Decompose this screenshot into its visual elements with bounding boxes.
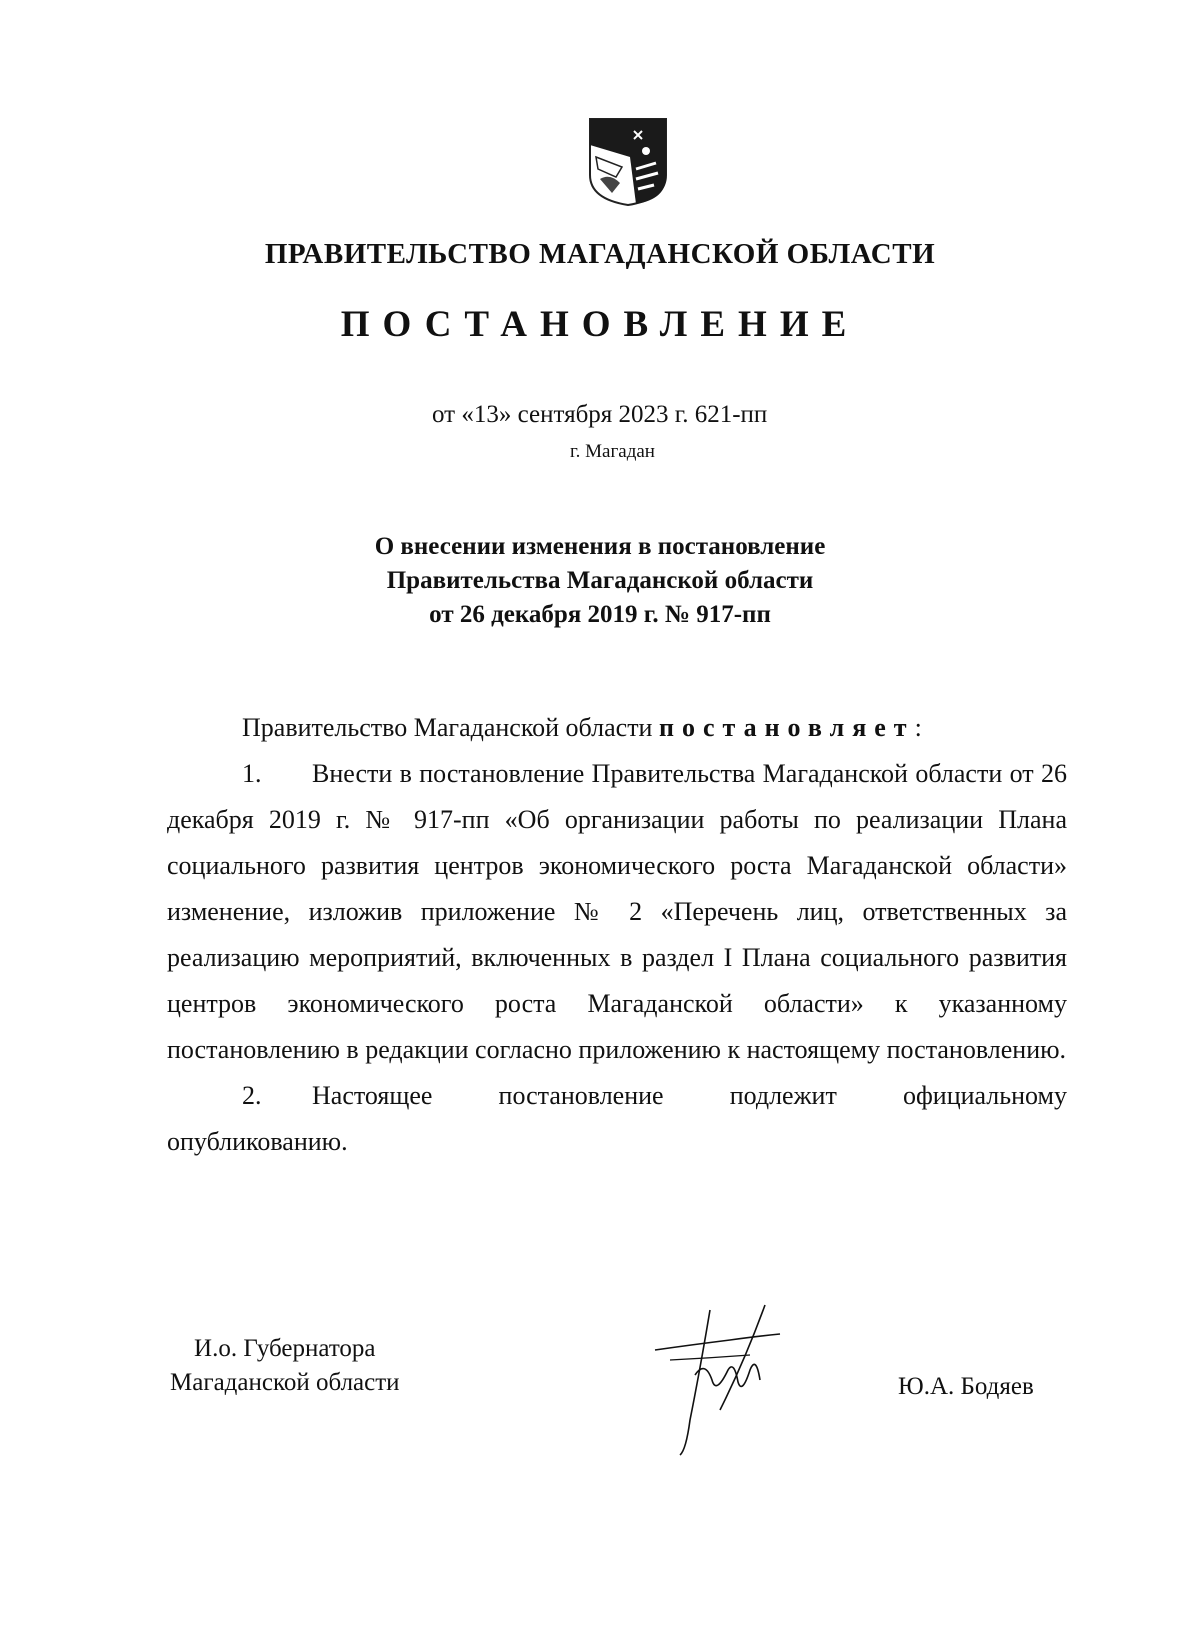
document-subject xyxy=(0,530,1200,632)
handwritten-signature-icon xyxy=(650,1300,820,1460)
item-text: Внести в постановление Правительства Магаданской области от 26 декабря 2019 г. № 917-пп «Об организации работы по реализации Плана социального развития центров экономического роста Магаданской области» изменение, изложив приложение № 2 «Перечень лиц, ответственных за реализацию мероприятий, включенных в раздел I Плана социального развития центров экономического роста Магаданской области» к указанному постановлению в редакции согласно приложению к настоящему постановлению. xyxy=(167,759,1067,1064)
coat-of-arms-icon xyxy=(586,117,670,207)
city: г. Магадан xyxy=(570,441,655,462)
document-type: ПОСТАНОВЛЕНИЕ xyxy=(340,304,860,345)
position-line: Магаданской области xyxy=(170,1369,400,1396)
intro-keyword: постановляет xyxy=(658,713,915,742)
date-and-number: от «13» сентября 2023 г. 621-пп xyxy=(432,401,768,428)
document-body xyxy=(167,705,1067,1165)
signatory-position xyxy=(170,1332,400,1400)
resolution-item xyxy=(167,1073,1067,1165)
item-text: Настоящее постановление подлежит официальному опубликованию. xyxy=(167,1081,1067,1156)
signatory-name: Ю.А. Бодяев xyxy=(898,1373,1034,1400)
position-line: И.о. Губернатора xyxy=(194,1335,376,1362)
item-number: 1. xyxy=(242,759,262,788)
subject-line: Правительства Магаданской области xyxy=(386,567,814,594)
subject-line: от 26 декабря 2019 г. № 917-пп xyxy=(429,601,771,628)
intro-prefix: Правительство Магаданской области xyxy=(242,713,659,742)
intro-paragraph xyxy=(167,705,1067,751)
subject-line: О внесении изменения в постановление xyxy=(374,533,826,560)
intro-suffix: : xyxy=(914,713,922,742)
item-number: 2. xyxy=(242,1081,262,1110)
organization-title: ПРАВИТЕЛЬСТВО МАГАДАНСКОЙ ОБЛАСТИ xyxy=(264,238,936,270)
resolution-item xyxy=(167,751,1067,1073)
